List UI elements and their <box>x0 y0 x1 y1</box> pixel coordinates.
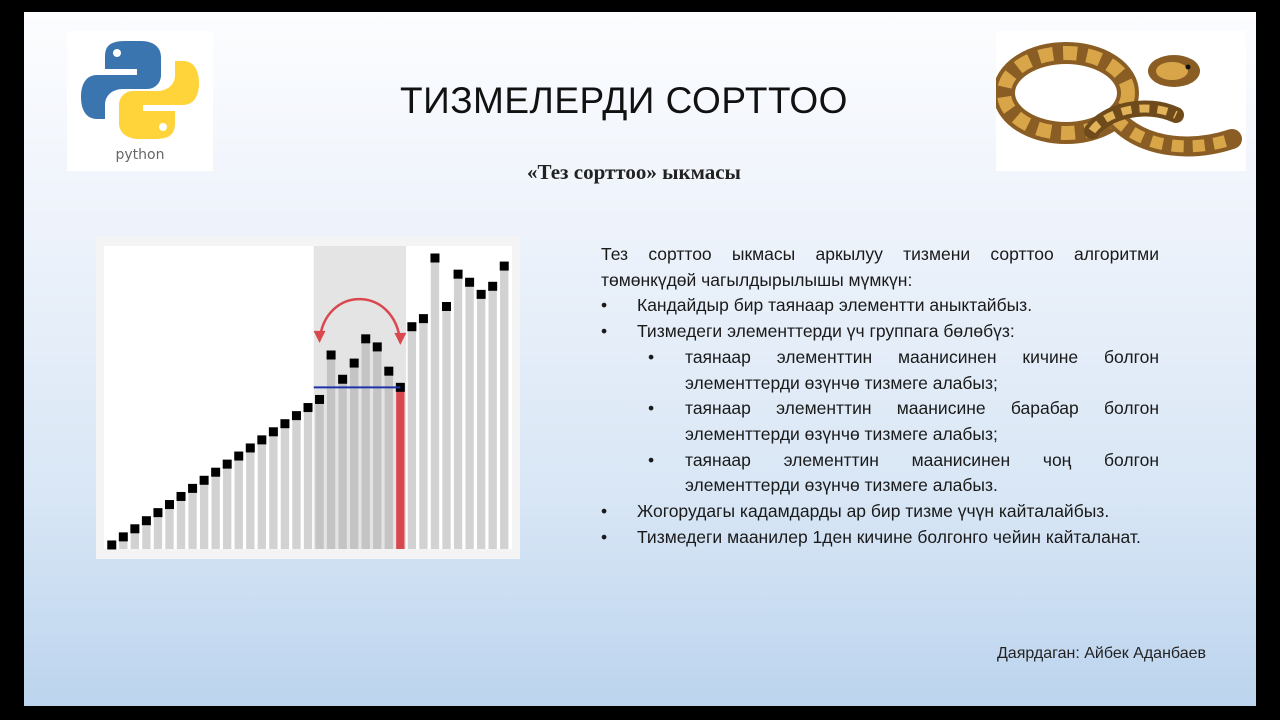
chart-bar <box>304 408 312 549</box>
chart-bar <box>489 286 497 549</box>
slide <box>24 12 1256 706</box>
chart-point <box>142 516 151 525</box>
chart-bar <box>258 440 266 549</box>
python-logo-icon <box>67 31 213 146</box>
chart-point <box>442 302 451 311</box>
chart-bar <box>431 258 439 549</box>
chart-point <box>246 443 255 452</box>
list-item <box>601 319 1159 345</box>
chart-bar <box>281 424 289 549</box>
chart-bar <box>223 464 231 549</box>
chart-bar <box>500 266 508 549</box>
chart-bar <box>454 274 462 549</box>
chart-point <box>419 314 428 323</box>
chart-point <box>107 540 116 549</box>
list-item-text: Жогорудагы кадамдарды ар бир тизме үчүн кайталайбыз. <box>637 501 1110 522</box>
chart-point <box>200 476 209 485</box>
chart-point <box>177 492 186 501</box>
chart-point <box>165 500 174 509</box>
chart-point <box>223 460 232 469</box>
chart-bar <box>442 307 450 550</box>
bullet-icon: • <box>601 501 608 522</box>
chart-point <box>315 395 324 404</box>
python-snake-icon <box>996 31 1246 171</box>
chart-point <box>430 254 439 263</box>
chart-bar <box>235 456 243 549</box>
sub-list-item-text: таянаар элементтин маанисинен чоң болгон элементтерди өзүнчө тизмеге алабыз. <box>685 449 1159 496</box>
chart-point <box>130 524 139 533</box>
chart-bar <box>269 432 277 549</box>
chart-bar <box>350 363 358 549</box>
chart-bar <box>419 319 427 549</box>
chart-bar <box>373 347 381 549</box>
chart-bar <box>292 416 300 549</box>
chart-bar <box>315 399 323 549</box>
chart-bar <box>200 480 208 549</box>
bullet-icon: • <box>601 295 608 316</box>
chart-bar <box>188 488 196 549</box>
chart-bar <box>477 294 485 549</box>
chart-bar <box>408 327 416 549</box>
quicksort-chart-svg <box>96 236 520 559</box>
slide-title: ТИЗМЕЛЕРДИ СОРТТОО <box>400 80 848 121</box>
chart-bar <box>211 472 219 549</box>
list-item-text: Тизмедеги маанилер 1ден кичине болгонго чейин кайталанат. <box>637 526 1141 547</box>
bullet-icon: • <box>601 321 608 342</box>
chart-point <box>500 262 509 271</box>
quicksort-chart <box>96 236 520 559</box>
python-logo-caption: python <box>115 147 165 163</box>
chart-point <box>488 282 497 291</box>
sub-list-item <box>601 345 1159 396</box>
bullet-icon: • <box>648 346 655 367</box>
chart-bar <box>385 371 393 549</box>
pivot-bar <box>396 387 404 549</box>
chart-point <box>465 278 474 287</box>
chart-point <box>234 452 243 461</box>
chart-point <box>188 484 197 493</box>
chart-point <box>292 411 301 420</box>
list-item <box>601 525 1159 551</box>
bullet-icon: • <box>648 398 655 419</box>
chart-bar <box>246 448 254 549</box>
sub-list-item <box>601 396 1159 447</box>
chart-point <box>454 270 463 279</box>
chart-point <box>304 403 313 412</box>
chart-point <box>269 427 278 436</box>
list-item <box>601 293 1159 319</box>
chart-bar <box>154 513 162 549</box>
chart-point <box>477 290 486 299</box>
chart-point <box>257 435 266 444</box>
author-credit: Даярдаган: Айбек Аданбаев <box>996 645 1206 662</box>
chart-bar <box>177 496 185 549</box>
list-item <box>601 499 1159 525</box>
chart-bar <box>165 505 173 549</box>
slide-body <box>601 242 1159 550</box>
chart-point <box>119 532 128 541</box>
chart-point <box>327 351 336 360</box>
sub-list-item-text: таянаар элементтин маанисинен кичине болгон элементтерди өзүнчө тизмеге алабыз; <box>685 346 1159 393</box>
chart-bar <box>362 339 370 549</box>
bullet-icon: • <box>601 526 608 547</box>
python-logo <box>67 31 213 171</box>
list-item-text: Тизмедеги элементтерди үч группага бөлөбүз: <box>637 321 1015 342</box>
chart-point <box>153 508 162 517</box>
chart-point <box>350 359 359 368</box>
chart-point <box>407 322 416 331</box>
chart-point <box>373 342 382 351</box>
list-item-text: Кандайдыр бир таянаар элементти аныктайбыз. <box>637 295 1033 316</box>
chart-point <box>211 468 220 477</box>
chart-bar <box>327 355 335 549</box>
chart-point <box>338 375 347 384</box>
bullet-icon: • <box>648 449 655 470</box>
chart-point <box>361 334 370 343</box>
chart-bar <box>465 282 473 549</box>
snake-image <box>996 31 1246 171</box>
sub-list-item-text: таянаар элементтин маанисине барабар болгон элементтерди өзүнчө тизмеге алабыз; <box>685 398 1159 444</box>
slide-subtitle: «Тез сорттоо» ыкмасы <box>527 160 741 184</box>
chart-bar <box>338 379 346 549</box>
chart-point <box>384 367 393 376</box>
chart-point <box>280 419 289 428</box>
sub-list-item <box>601 448 1159 499</box>
intro-paragraph: Тез сорттоо ыкмасы аркылуу тизмени сорттоо алгоритми төмөнкүдөй чагылдырылышы мүмкүн: <box>601 244 1159 290</box>
